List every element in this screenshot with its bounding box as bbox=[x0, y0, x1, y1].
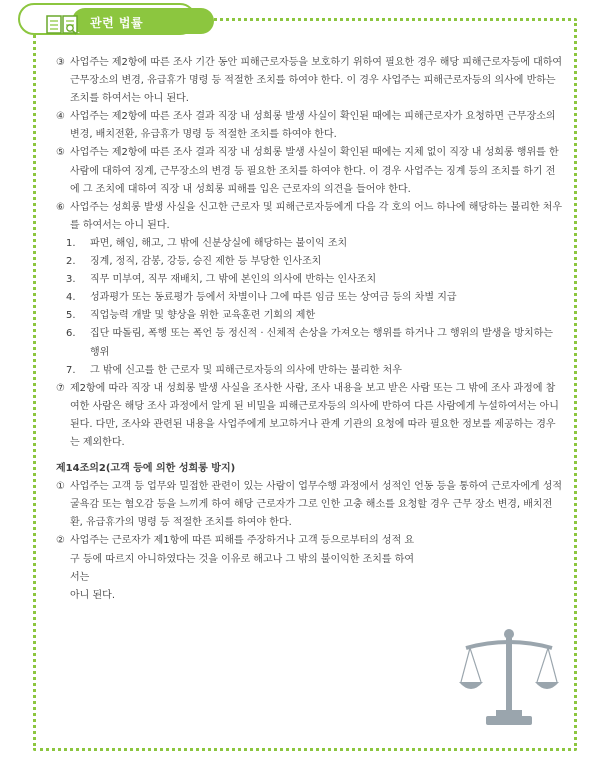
item-number: 3. bbox=[66, 274, 76, 286]
law-content bbox=[56, 54, 564, 605]
item-number: 2. bbox=[66, 256, 76, 268]
article-paragraph-1 bbox=[56, 478, 564, 532]
item-text: 직무 미부여, 직무 재배치, 그 밖에 본인의 의사에 반하는 인사조치 bbox=[90, 274, 377, 286]
list-item bbox=[66, 235, 564, 253]
section-title: 관련 법률 bbox=[90, 16, 144, 30]
list-item bbox=[66, 253, 564, 271]
paragraph-marker: ⑦ bbox=[56, 382, 65, 394]
paragraph-5 bbox=[56, 144, 564, 198]
item-text: 그 밖에 신고를 한 근로자 및 피해근로자등의 의사에 반하는 불리한 처우 bbox=[90, 364, 402, 376]
paragraph-marker: ⑤ bbox=[56, 147, 65, 159]
item-number: 6. bbox=[66, 328, 76, 340]
header-tab bbox=[18, 3, 196, 35]
item-number: 1. bbox=[66, 237, 76, 249]
item-number: 5. bbox=[66, 310, 76, 322]
paragraph-marker: ⑥ bbox=[56, 201, 65, 213]
paragraph-marker: ① bbox=[56, 481, 65, 493]
scales-of-justice-icon bbox=[458, 626, 560, 730]
paragraph-6 bbox=[56, 199, 564, 235]
article-paragraph-2 bbox=[56, 532, 422, 604]
paragraph-text: 제2항에 따라 직장 내 성희롱 발생 사실을 조사한 사람, 조사 내용을 보고 받은 사람 또는 그 밖에 조사 과정에 참여한 사람은 해당 조사 과정에서 알게 된 비밀을 피해근로자등의 의사에 반하여 다른 사람에게 누설하여서는 아니 된다. 다만, 조사와 관련된 내용을 사업주에게 보고하거나 관계 기관의 요청에 따라 필요한 정보를 제공하는 경우는 제외한다. bbox=[70, 382, 559, 448]
article-title: 제14조의2(고객 등에 의한 성희롱 방지) bbox=[56, 463, 236, 475]
paragraph-text: 사업주는 제2항에 따른 조사 결과 직장 내 성희롱 발생 사실이 확인된 때에는 지체 없이 직장 내 성희롱 행위를 한 사람에 대하여 징계, 근무장소의 변경 등 필요한 조치를 하여야 한다. 이 경우 사업주는 징계 등의 조치를 하기 전에 그 조치에 대하여 직장 내 성희롱 피해를 입은 근로자의 의견을 들어야 한다. bbox=[70, 147, 559, 195]
item-number: 4. bbox=[66, 292, 76, 304]
paragraph-4 bbox=[56, 108, 564, 144]
list-item bbox=[66, 325, 564, 361]
paragraph-marker: ② bbox=[56, 535, 65, 547]
paragraph-last-line: 아니 된다. bbox=[70, 589, 115, 601]
paragraph-text: 사업주는 근로자가 제1항에 따른 피해를 주장하거나 고객 등으로부터의 성적 요구 등에 따르지 아니하였다는 것을 이유로 해고나 그 밖의 불이익한 조치를 하여서는 bbox=[70, 535, 415, 583]
item-text: 직업능력 개발 및 향상을 위한 교육훈련 기회의 제한 bbox=[90, 310, 316, 322]
open-book-icon bbox=[44, 11, 80, 37]
paragraph-text: 사업주는 고객 등 업무와 밀접한 관련이 있는 사람이 업무수행 과정에서 성적인 언동 등을 통하여 근로자에게 성적 굴욕감 또는 혐오감 등을 느끼게 하여 해당 근로자가 그로 인한 고충 해소를 요청할 경우 근무 장소 변경, 배치전환, 유급휴가의 명령 등 적절한 조치를 하여야 한다. bbox=[70, 481, 563, 529]
paragraph-3 bbox=[56, 54, 564, 108]
item-number: 7. bbox=[66, 364, 76, 376]
item-text: 징계, 정직, 감봉, 강등, 승진 제한 등 부당한 인사조치 bbox=[90, 256, 322, 268]
paragraph-marker: ③ bbox=[56, 57, 65, 68]
list-item bbox=[66, 271, 564, 289]
paragraph-text: 사업주는 성희롱 발생 사실을 신고한 근로자 및 피해근로자등에게 다음 각 호의 어느 하나에 해당하는 불리한 처우를 하여서는 아니 된다. bbox=[70, 201, 563, 231]
list-item bbox=[66, 289, 564, 307]
paragraph-text: 사업주는 제2항에 따른 조사 결과 직장 내 성희롱 발생 사실이 확인된 때에는 피해근로자가 요청하면 근무장소의 변경, 배치전환, 유급휴가 명령 등 적절한 조치를 하여야 한다. bbox=[70, 111, 556, 141]
paragraph-text: 사업주는 제2항에 따른 조사 기간 동안 피해근로자등을 보호하기 위하여 필요한 경우 해당 피해근로자등에 대하여 근무장소의 변경, 유급휴가 명령 등 적절한 조치를 하여야 한다. 이 경우 사업주는 피해근로자등의 의사에 반하는 조치를 하여서는 아니 된다. bbox=[70, 57, 563, 105]
item-text: 파면, 해임, 해고, 그 밖에 신분상실에 해당하는 불이익 조치 bbox=[90, 237, 348, 249]
paragraph-marker: ④ bbox=[56, 111, 65, 123]
list-item bbox=[66, 307, 564, 325]
list-item bbox=[66, 362, 564, 380]
paragraph-7 bbox=[56, 380, 564, 452]
item-text: 성과평가 또는 동료평가 등에서 차별이나 그에 따른 임금 또는 상여금 등의 차별 지급 bbox=[90, 292, 457, 304]
item-text: 집단 따돌림, 폭행 또는 폭언 등 정신적 · 신체적 손상을 가져오는 행위를 하거나 그 행위의 발생을 방치하는 행위 bbox=[90, 328, 553, 358]
